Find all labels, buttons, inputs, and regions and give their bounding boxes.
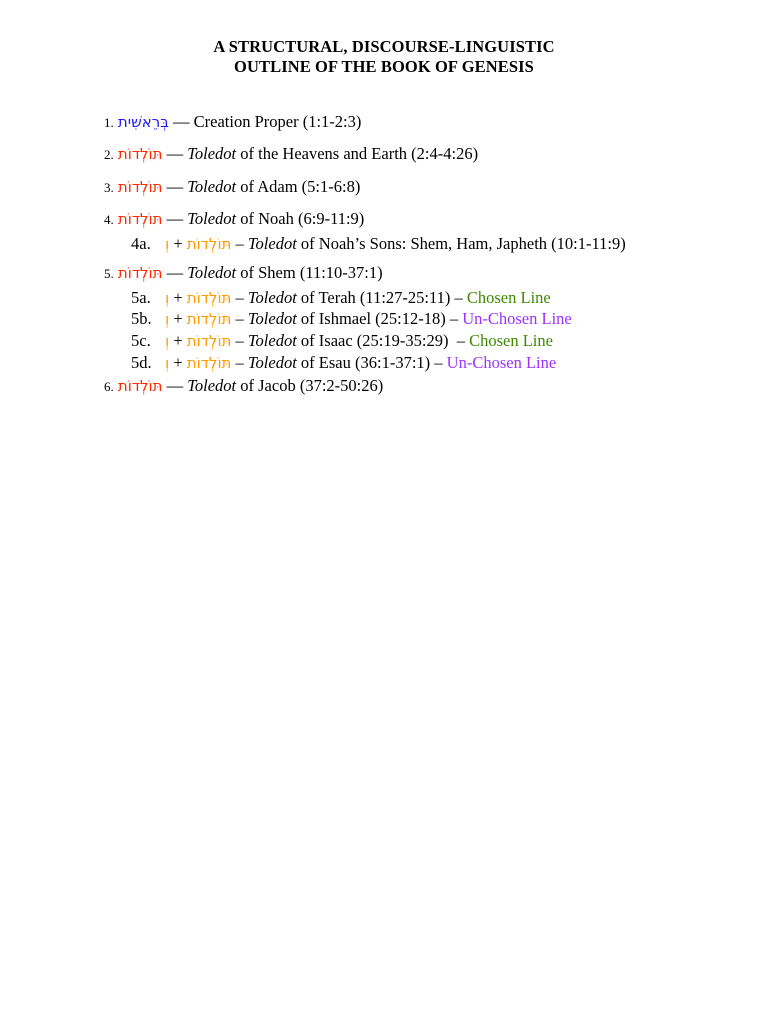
item-number: 5. — [104, 266, 114, 281]
item-text: of Shem (11:10-37:1) — [236, 263, 383, 282]
outline-subitem-5d — [131, 353, 556, 373]
subitem-number: 4a. — [131, 234, 151, 253]
outline-item-3 — [104, 177, 360, 198]
outline-subitem-5a — [131, 288, 551, 308]
item-text: of Ishmael (25:12-18) – — [296, 309, 463, 328]
item-separator: — — [162, 376, 188, 395]
hebrew-waw: וְ — [165, 332, 170, 350]
hebrew-waw: וְ — [165, 354, 170, 372]
subitem-number: 5b. — [131, 309, 152, 328]
outline-item-2 — [104, 144, 478, 165]
hebrew-waw: וְ — [165, 235, 170, 253]
item-italic-term: Toledot — [187, 209, 237, 228]
outline-subitem-5b — [131, 309, 572, 329]
hebrew-toledot: תּוֹלְדוֹת — [186, 354, 232, 372]
item-separator: — — [162, 177, 188, 196]
item-italic-term: Toledot — [247, 234, 297, 253]
hebrew-toledot: תּוֹלְדוֹת — [117, 377, 163, 395]
title-line-2: OUTLINE OF THE BOOK OF GENESIS — [234, 57, 534, 76]
subitem-number: 5a. — [131, 288, 151, 307]
item-text: of Adam (5:1-6:8) — [236, 177, 361, 196]
hebrew-waw: וְ — [165, 310, 170, 328]
item-italic-term: Toledot — [187, 376, 237, 395]
hebrew-toledot: תּוֹלְדוֹת — [186, 289, 232, 307]
item-separator: — — [162, 263, 188, 282]
item-text: of Terah (11:27-25:11) – — [296, 288, 467, 307]
item-number: 6. — [104, 379, 114, 394]
hebrew-toledot: תּוֹלְדוֹת — [186, 235, 232, 253]
outline-item-5 — [104, 263, 383, 284]
hebrew-bereshit: בְּרֵאשִׁית — [117, 113, 169, 131]
item-text: of Isaac (25:19-35:29) – — [296, 331, 470, 350]
item-italic-term: Toledot — [247, 309, 297, 328]
item-text: of Jacob (37:2-50:26) — [236, 376, 384, 395]
hebrew-waw: וְ — [165, 289, 170, 307]
item-separator: — — [162, 144, 188, 163]
item-dash: – — [231, 309, 248, 328]
outline-item-6 — [104, 376, 383, 397]
item-dash: – — [231, 288, 248, 307]
plus-sign: + — [169, 353, 187, 372]
item-text: Creation Proper (1:1-2:3) — [193, 112, 362, 131]
unchosen-line-label: Un-Chosen Line — [446, 353, 557, 372]
item-dash: – — [231, 331, 248, 350]
hebrew-toledot: תּוֹלְדוֹת — [117, 264, 163, 282]
item-italic-term: Toledot — [187, 177, 237, 196]
chosen-line-label: Chosen Line — [466, 288, 551, 307]
item-text: of the Heavens and Earth (2:4-4:26) — [236, 144, 479, 163]
unchosen-line-label: Un-Chosen Line — [462, 309, 572, 328]
item-number: 1. — [104, 115, 114, 130]
plus-sign: + — [169, 331, 187, 350]
item-number: 4. — [104, 212, 114, 227]
item-italic-term: Toledot — [187, 263, 237, 282]
item-number: 3. — [104, 180, 114, 195]
item-italic-term: Toledot — [247, 331, 297, 350]
item-dash: – — [231, 234, 248, 253]
outline-item-4 — [104, 209, 364, 230]
hebrew-toledot: תּוֹלְדוֹת — [117, 210, 163, 228]
item-text: of Noah’s Sons: Shem, Ham, Japheth (10:1-11:9) — [296, 234, 626, 253]
item-dash: – — [231, 353, 248, 372]
item-italic-term: Toledot — [247, 288, 297, 307]
item-italic-term: Toledot — [247, 353, 297, 372]
hebrew-toledot: תּוֹלְדוֹת — [117, 178, 163, 196]
item-separator: — — [168, 112, 194, 131]
item-separator: — — [162, 209, 188, 228]
outline-item-1 — [104, 112, 361, 133]
outline-subitem-5c — [131, 331, 553, 351]
chosen-line-label: Chosen Line — [469, 331, 553, 350]
hebrew-toledot: תּוֹלְדוֹת — [186, 310, 232, 328]
outline-subitem-4a — [131, 234, 626, 254]
hebrew-toledot: תּוֹלְדוֹת — [186, 332, 232, 350]
subitem-number: 5c. — [131, 331, 151, 350]
item-text: of Esau (36:1-37:1) – — [296, 353, 447, 372]
plus-sign: + — [169, 234, 187, 253]
subitem-number: 5d. — [131, 353, 152, 372]
item-text: of Noah (6:9-11:9) — [236, 209, 365, 228]
item-italic-term: Toledot — [187, 144, 237, 163]
plus-sign: + — [169, 309, 187, 328]
item-number: 2. — [104, 147, 114, 162]
hebrew-toledot: תּוֹלְדוֹת — [117, 145, 163, 163]
plus-sign: + — [169, 288, 187, 307]
title-line-1: A STRUCTURAL, DISCOURSE-LINGUISTIC — [213, 37, 555, 56]
